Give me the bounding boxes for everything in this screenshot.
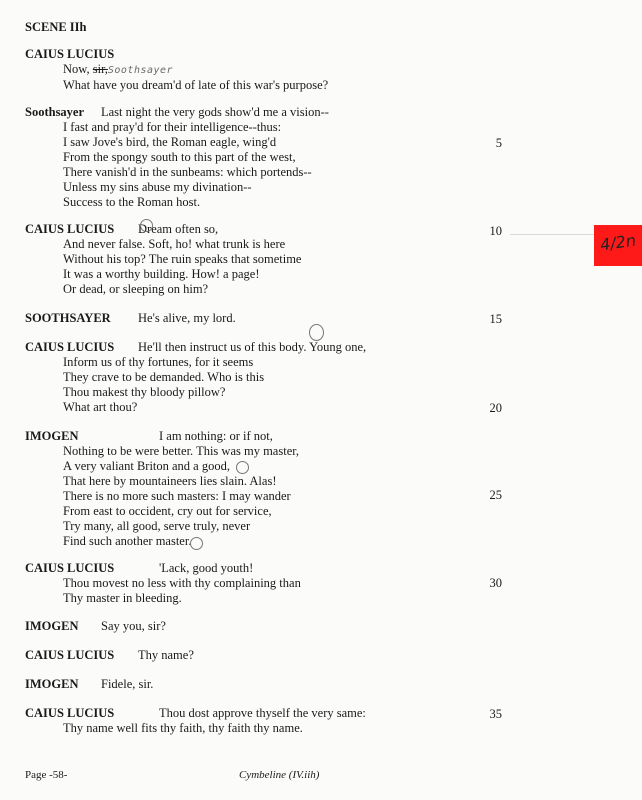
dialogue-line: Last night the very gods show'd me a vision-- — [101, 105, 329, 119]
dialogue-line: From the spongy south to this part of the west, — [63, 150, 296, 164]
dialogue-line: There vanish'd in the sunbeams: which portends-- — [63, 165, 312, 179]
dialogue-line: Find such another master. — [63, 534, 192, 548]
dialogue-line: Or dead, or sleeping on him? — [63, 282, 209, 296]
line-number: 20 — [489, 401, 502, 415]
dialogue-line: What have you dream'd of late of this war's purpose? — [63, 78, 329, 92]
dialogue-line: Fidele, sir. — [101, 677, 154, 691]
dialogue-line: Success to the Roman host. — [63, 195, 201, 209]
speaker-name: IMOGEN — [25, 677, 79, 691]
footer-title: Cymbeline (IV.iih) — [239, 769, 320, 781]
scene-title: SCENE IIh — [25, 20, 87, 34]
pencil-circle-mark — [236, 461, 249, 474]
dialogue-line: I fast and pray'd for their intelligence--thus: — [63, 120, 282, 134]
dialogue-line: They crave to be demanded. Who is this — [63, 370, 265, 384]
dialogue-line: 'Lack, good youth! — [159, 561, 254, 575]
red-tab-marker — [594, 225, 642, 266]
dialogue-line: Unless my sins abuse my divination-- — [63, 180, 252, 194]
dialogue-line: Now, sir,Soothsayer — [63, 62, 174, 76]
dialogue-line: He's alive, my lord. — [138, 311, 236, 325]
dialogue-line: Say you, sir? — [101, 619, 166, 633]
dialogue-line: I saw Jove's bird, the Roman eagle, wing'd — [63, 135, 277, 149]
dialogue-line: Thou movest no less with thy complaining than — [63, 576, 301, 590]
speaker-name: CAIUS LUCIUS — [25, 222, 115, 236]
dialogue-line: Without his top? The ruin speaks that sometime — [63, 252, 302, 266]
pencil-circle-mark — [140, 219, 153, 232]
line-number: 10 — [489, 224, 502, 238]
dialogue-line: What art thou? — [63, 400, 138, 414]
dialogue-line: That here by mountaineers lies slain. Alas! — [63, 474, 277, 488]
dialogue-line: Thy name? — [138, 648, 194, 662]
speaker-name: IMOGEN — [25, 429, 79, 443]
pencil-circle-mark — [190, 537, 203, 550]
dialogue-line: I am nothing: or if not, — [159, 429, 273, 443]
struck-word: sir, — [92, 62, 108, 76]
dialogue-line: Thy name well fits thy faith, thy faith thy name. — [63, 721, 303, 735]
dialogue-line: He'll then instruct us of this body. Young one, — [138, 340, 367, 354]
dialogue-line: From east to occident, cry out for service, — [63, 504, 272, 518]
speaker-name: CAIUS LUCIUS — [25, 340, 115, 354]
dialogue-line: Inform us of thy fortunes, for it seems — [63, 355, 254, 369]
speaker-name: CAIUS LUCIUS — [25, 648, 115, 662]
dialogue-line: Thou makest thy bloody pillow? — [63, 385, 226, 399]
dialogue-line: Nothing to be were better. This was my master, — [63, 444, 300, 458]
line-number: 15 — [489, 312, 502, 326]
line-number: 5 — [495, 136, 502, 150]
dialogue-line: A very valiant Briton and a good, — [63, 459, 230, 473]
dialogue-line: Thy master in bleeding. — [63, 591, 182, 605]
speaker-name: CAIUS LUCIUS — [25, 47, 115, 61]
tab-label: 4/2n — [598, 230, 638, 255]
pencil-annotation: Soothsayer — [107, 65, 174, 76]
line-number: 25 — [489, 488, 502, 502]
tab-guide-line — [510, 234, 596, 235]
speaker-name: Soothsayer — [25, 105, 85, 119]
speaker-name: CAIUS LUCIUS — [25, 706, 115, 720]
speaker-name: CAIUS LUCIUS — [25, 561, 115, 575]
dialogue-line: Try many, all good, serve truly, never — [63, 519, 251, 533]
line-number: 35 — [489, 707, 502, 721]
speaker-name: SOOTHSAYER — [25, 311, 111, 325]
dialogue-line: Dream often so, — [138, 222, 219, 236]
speaker-name: IMOGEN — [25, 619, 79, 633]
line-number: 30 — [489, 576, 502, 590]
dialogue-line: There is no more such masters: I may wander — [63, 489, 291, 503]
page-number: Page -58- — [25, 769, 68, 781]
dialogue-line: It was a worthy building. How! a page! — [63, 267, 260, 281]
dialogue-line: And never false. Soft, ho! what trunk is here — [63, 237, 286, 251]
dialogue-line: Thou dost approve thyself the very same: — [159, 706, 366, 720]
pencil-circle-mark — [309, 324, 324, 341]
